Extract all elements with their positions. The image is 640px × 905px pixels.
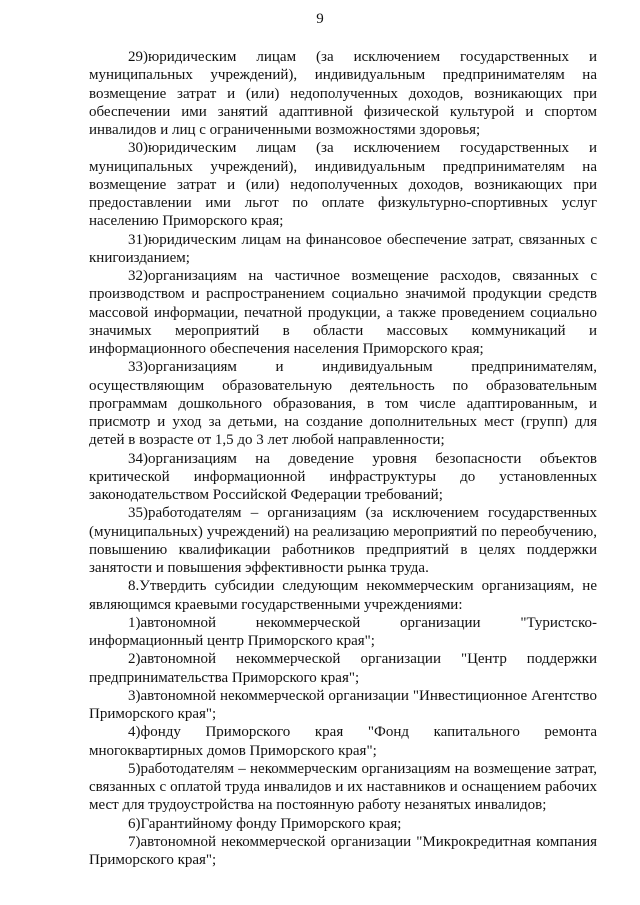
section-8-heading: 8.Утвердить субсидии следующим некоммерческим организациям, не являющимся краевыми государственными учреждениями: <box>89 578 597 613</box>
document-body <box>89 48 597 869</box>
paragraph-item-32: 32)организациям на частичное возмещение расходов, связанных с производством и распространением социально значимой продукции средств массовой информации, печатной продукции, а также проведением социально значимых мероприятий в области массовых коммуникаций и информационного обеспечения населения Приморского края; <box>89 268 597 357</box>
paragraph-item-30: 30)юридическим лицам (за исключением государственных и муниципальных учреждений), индивидуальным предпринимателям на возмещение затрат и (или) недополученных доходов, возникающих при предоставлении ими льгот по оплате физкультурно-спортивных услуг населению Приморского края; <box>89 140 597 230</box>
subsidy-item-7: 7)автономной некоммерческой организации "Микрокредитная компания Приморского края"; <box>89 833 597 868</box>
paragraph-item-34: 34)организациям на доведение уровня безопасности объектов критической информационной инфраструктуры до установленных законодательством Российской Федерации требований; <box>89 450 597 503</box>
subsidy-item-5: 5)работодателям – некоммерческим организациям на возмещение затрат, связанных с оплатой труда инвалидов и их наставников и оснащением рабочих мест для трудоустройства на постоянную работу незанятых инвалидов; <box>89 760 597 814</box>
paragraph-item-31: 31)юридическим лицам на финансовое обеспечение затрат, связанных с книгоизданием; <box>89 231 597 266</box>
paragraph-item-35: 35)работодателям – организациям (за исключением государственных (муниципальных) учреждений) на реализацию мероприятий по переобучению, повышению квалификации работников предприятий в целях поддержки занятости и повышения эффективности рынка труда. <box>89 505 597 576</box>
subsidy-item-1: 1)автономной некоммерческой организации "Туристско-информационный центр Приморского края"; <box>89 614 597 649</box>
paragraph-item-33: 33)организациям и индивидуальным предпринимателям, осуществляющим образовательную деятельность по образовательным программам дошкольного образования, в том числе адаптированным, и присмотр и уход за детьми, на создание дополнительных мест (групп) для детей в возрасте от 1,5 до 3 лет любой направленности; <box>89 359 597 449</box>
subsidy-item-2: 2)автономной некоммерческой организации "Центр поддержки предпринимательства Приморского края"; <box>89 651 597 686</box>
subsidy-item-6: 6)Гарантийному фонду Приморского края; <box>128 815 402 832</box>
subsidy-item-4: 4)фонду Приморского края "Фонд капитального ремонта многоквартирных домов Приморского края"; <box>89 724 597 759</box>
page-number: 9 <box>316 11 324 27</box>
paragraph-item-29: 29)юридическим лицам (за исключением государственных и муниципальных учреждений), индивидуальным предпринимателям на возмещение затрат и (или) недополученных доходов, возникающих при обеспечении ими занятий адаптивной физической культурой и спортом инвалидов и лиц с ограниченными возможностями здоровья; <box>89 49 597 138</box>
subsidy-item-3: 3)автономной некоммерческой организации "Инвестиционное Агентство Приморского края"; <box>89 687 597 722</box>
